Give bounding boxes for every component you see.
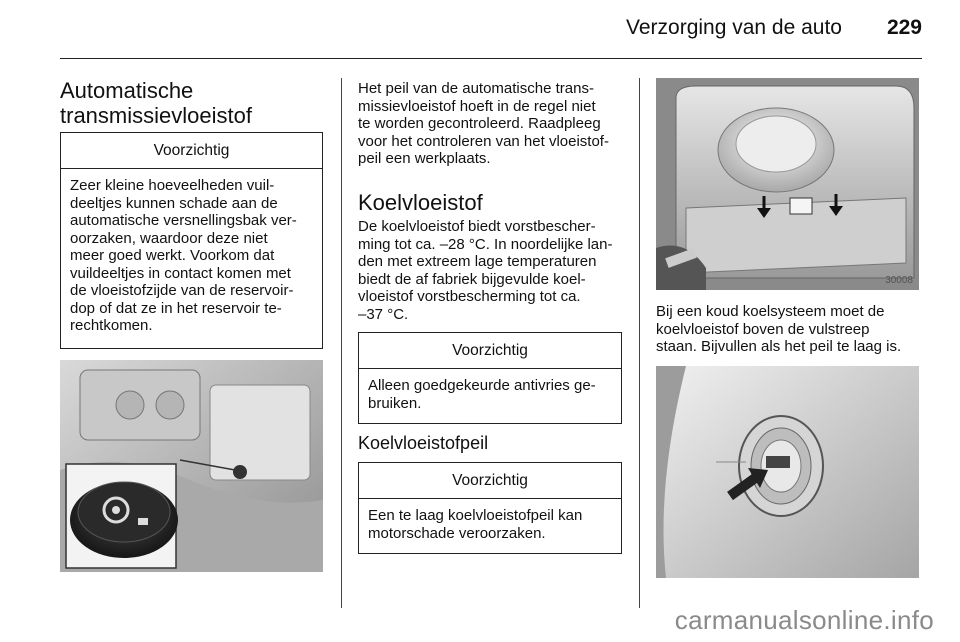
caution-text: Alleen goedgekeurde antivries ge- bruiken. <box>368 377 596 412</box>
coolant-reservoir-cap-figure <box>656 78 919 290</box>
caution-text: Een te laag koelvloeistofpeil kan motorschade veroorzaken. <box>368 507 583 542</box>
caution-title: Voorzichtig <box>359 333 621 369</box>
coolant-fill-line-figure <box>656 366 919 578</box>
coolant-description: De koelvloeistof biedt vorstbescher- ming tot ca. –28 °C. In noordelijke lan- den met extreem lage temperaturen biedt de af fabriek bijgevulde koel- vloeistof vorstbescherming tot ca. –37 °C. <box>358 218 613 323</box>
caution-title: Voorzichtig <box>359 463 621 499</box>
coolant-level-instruction: Bij een koud koelsysteem moet de koelvloeistof boven de vulstreep staan. Bijvullen als het peil te laag is. <box>656 303 902 355</box>
subsection-heading-coolant-level: Koelvloeistofpeil <box>358 433 489 453</box>
transmission-fluid-intro: Het peil van de automatische trans- missievloeistof hoeft in de regel niet te worden gecontroleerd. Raadpleeg voor het controleren van het vloeistof- peil een werkplaats. <box>358 80 609 167</box>
caution-box-antifreeze <box>358 332 622 424</box>
caution-text: Zeer kleine hoeveelheden vuil- deeltjes kunnen schade aan de automatische versnellingsbak ver- oorzaken, waardoor deze niet meer goed werkt. Voorkom dat vuildeeltjes in contact komen met de vloeistofzijde van de reservoir- dop of dat ze in het reservoir te- rechtkomen. <box>70 177 297 334</box>
heading-line: Automatische <box>60 78 194 103</box>
header-divider <box>60 58 922 59</box>
coolant-reservoir-fill-line-illustration-icon <box>656 366 919 578</box>
column-divider-2 <box>639 78 640 608</box>
heading-line: transmissievloeistof <box>60 103 252 128</box>
watermark: carmanualsonline.info <box>674 605 934 635</box>
transmission-fluid-cap-figure <box>60 360 323 572</box>
coolant-reservoir-cap-illustration-icon <box>656 78 919 290</box>
section-heading-transmission-fluid <box>60 78 330 128</box>
transmission-fluid-cap-illustration-icon <box>60 360 323 572</box>
page-header-title: Verzorging van de auto <box>626 16 842 39</box>
figure-number: 30008 <box>885 275 913 286</box>
caution-box-transmission <box>60 132 323 349</box>
caution-box-coolant-level <box>358 462 622 554</box>
column-divider-1 <box>341 78 342 608</box>
section-heading-coolant: Koelvloeistof <box>358 190 483 215</box>
caution-title: Voorzichtig <box>61 133 322 169</box>
page-number: 229 <box>886 16 922 39</box>
